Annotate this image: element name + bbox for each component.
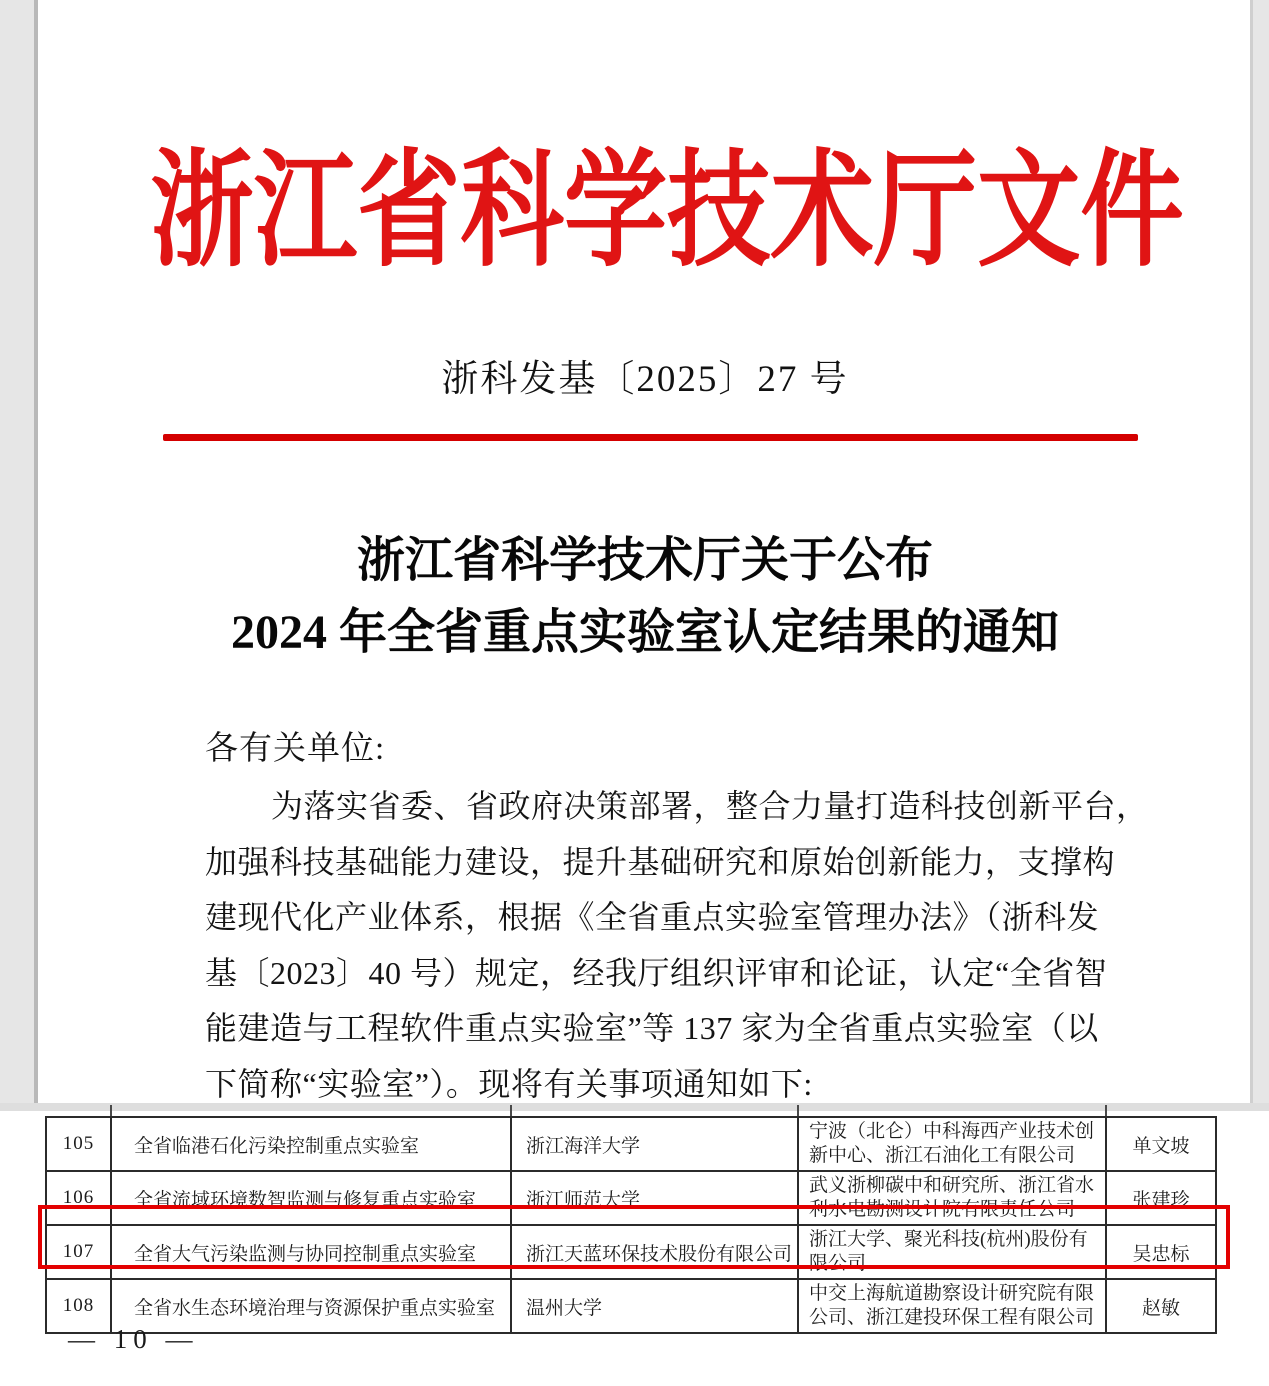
page-number: — 10 — [68,1324,199,1354]
body-line: 基〔2023〕40 号）规定，经我厅组织评审和论证，认定“全省智 [205,954,1108,991]
row-number-cell: 107 [46,1225,111,1279]
desktop-margin-left [0,0,38,1111]
notice-title-line1: 浙江省科学技术厅关于公布 [356,534,933,587]
partner-org-cell: 武义浙柳碳中和研究所、浙江省水利水电勘测设计院有限责任公司 [798,1171,1106,1225]
table-row-105 [46,1117,1216,1171]
row-number-cell: 105 [46,1117,111,1171]
doc-number: 浙科发基〔2025〕27 号 [441,359,849,400]
lab-name-cell: 全省临港石化污染控制重点实验室 [111,1117,511,1171]
director-cell: 张建珍 [1106,1171,1216,1225]
body-line: 为落实省委、省政府决策部署，整合力量打造科技创新平台， [271,788,1149,824]
director-cell: 吴忠标 [1106,1225,1216,1279]
host-org-cell: 温州大学 [511,1279,798,1333]
lab-name-cell: 全省水生态环境治理与资源保护重点实验室 [111,1279,511,1333]
table-row-106 [46,1171,1216,1225]
body-line: 下简称“实验室”）。现将有关事项通知如下: [205,1065,813,1102]
lab-results-table [45,1116,1217,1334]
desktop-margin-right [1250,0,1269,1113]
director-cell: 赵敏 [1106,1279,1216,1333]
body-line: 建现代化产业体系，根据《全省重点实验室管理办法》（浙科发 [205,899,1100,935]
partner-org-cell: 宁波（北仑）中科海西产业技术创新中心、浙江石油化工有限公司 [798,1117,1106,1171]
notice-title-line2: 2024 年全省重点实验室认定结果的通知 [230,606,1059,659]
partner-org-cell: 中交上海航道勘察设计研究院有限公司、浙江建投环保工程有限公司 [798,1279,1106,1333]
body-line: 加强科技基础能力建设，提升基础研究和原始创新能力，支撑构 [205,843,1116,880]
host-org-cell: 浙江师范大学 [511,1171,798,1225]
salutation: 各有关单位: [205,731,386,767]
director-cell: 单文坡 [1106,1117,1216,1171]
red-separator-rule [163,434,1138,441]
body-paragraph [205,779,1149,1112]
body-line: 能建造与工程软件重点实验室”等 137 家为全省重点实验室（以 [205,1010,1099,1046]
lab-name-cell: 全省大气污染监测与协同控制重点实验室 [111,1225,511,1279]
row-number-cell: 108 [46,1279,111,1333]
host-org-cell: 浙江海洋大学 [511,1117,798,1171]
host-org-cell: 浙江天蓝环保技术股份有限公司 [511,1225,798,1279]
lab-name-cell: 全省流域环境数智监测与修复重点实验室 [111,1171,511,1225]
letterhead-title: 浙江省科学技术厅文件 [150,143,1184,282]
partner-org-cell: 浙江大学、聚光科技(杭州)股份有限公司 [798,1225,1106,1279]
row-number-cell: 106 [46,1171,111,1225]
table-row-108 [46,1279,1216,1333]
table-row-107 [46,1225,1216,1279]
